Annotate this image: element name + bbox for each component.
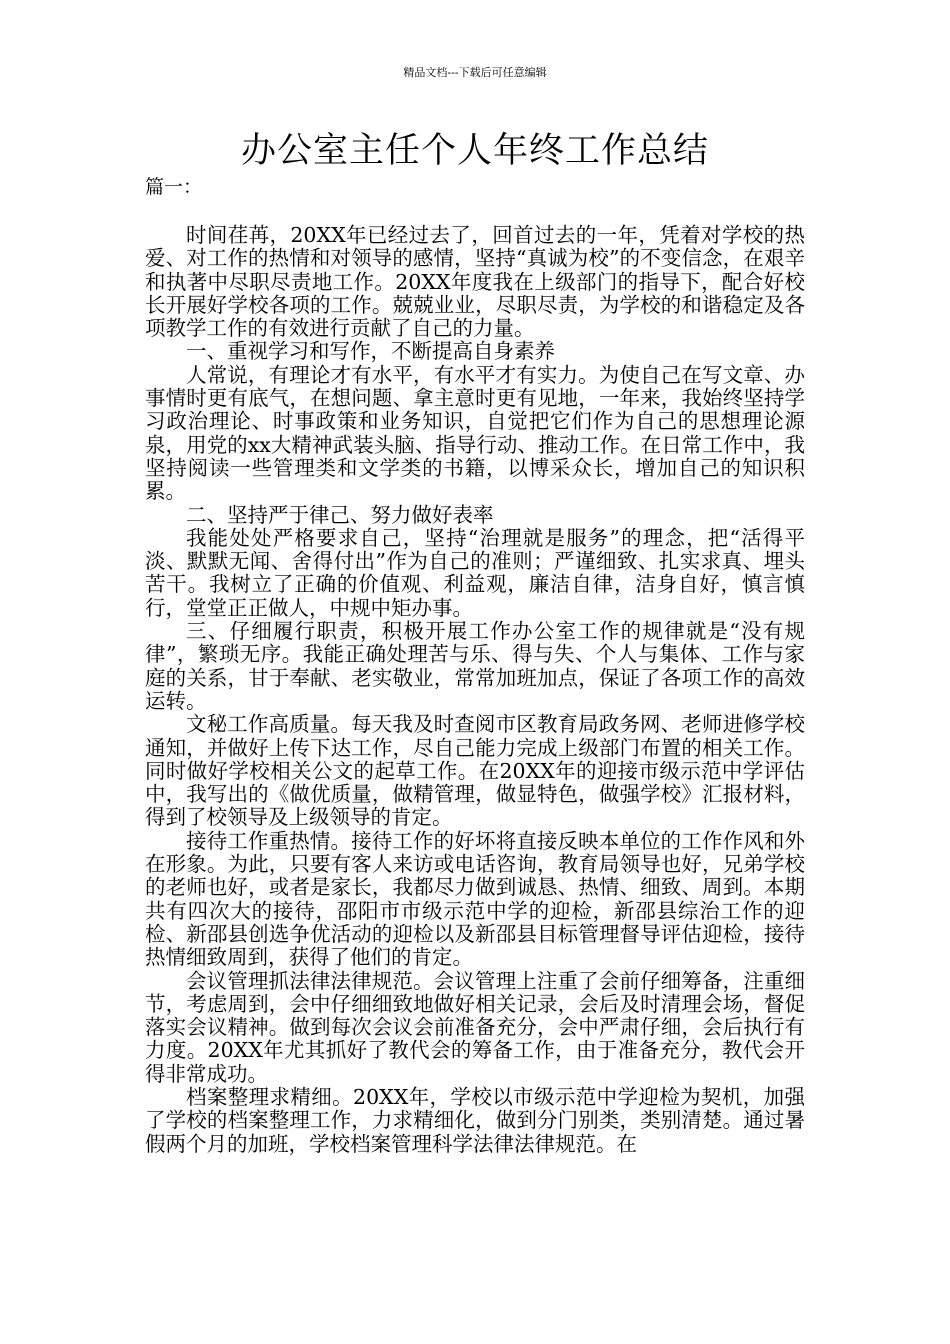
- paragraph-duties: 三、仔细履行职责，积极开展工作办公室工作的规律就是“没有规律”，繁琐无序。我能正确处理苦与乐、得与失、个人与集体、工作与家庭的关系，甘于奉献、老实敬业，常常加班加点，保证了各项工作的高效运转。: [145, 619, 805, 713]
- document-title: 办公室主任个人年终工作总结: [240, 131, 709, 171]
- section-label: 篇一：: [145, 176, 203, 198]
- paragraph-archives: 档案整理求精细。20XX年，学校以市级示范中学迎检为契机，加强了学校的档案整理工作，力求精细化，做到分门别类，类别清楚。通过暑假两个月的加班，学校档案管理科学法律法律规范。在: [145, 1084, 805, 1156]
- paragraph-discipline: 我能处处严格要求自己，坚持“治理就是服务”的理念，把“活得平淡、默默无闻、舍得付出”作为自己的准则；严谨细致、扎实求真、埋头苦干。我树立了正确的价值观、利益观，廉洁自律，洁身自好，慎言慎行，堂堂正正做人，中规中矩办事。: [145, 525, 805, 620]
- paragraph-intro: 时间荏苒，20XX年已经过去了，回首过去的一年，凭着对学校的热爱、对工作的热情和对领导的感情，坚持“真诚为校”的不变信念，在艰辛和执著中尽职尽责地工作。20XX年度我在上级部门的指导下，配合好校长开展好学校各项的工作。兢兢业业，尽职尽责，为学校的和谐稳定及各项教学工作的有效进行贡献了自己的力量。: [145, 223, 805, 341]
- heading-study: 一、重视学习和写作，不断提高自身素养: [186, 339, 555, 364]
- header-note: 精品文档---下载后可任意编辑: [403, 66, 547, 79]
- paragraph-study: 人常说，有理论才有水平，有水平才有实力。为使自己在写文章、办事情时更有底气，在想问题、拿主意时更有见地，一年来，我始终坚持学习政治理论、时事政策和业务知识，自觉把它们作为自己的思想理论源泉，用党的xx大精神武装头脑、指导行动、推动工作。在日常工作中，我坚持阅读一些管理类和文学类的书籍，以博采众长，增加自己的知识积累。: [145, 362, 805, 504]
- paragraph-secretarial: 文秘工作高质量。每天我及时查阅市区教育局政务网、老师进修学校通知，并做好上传下达工作，尽自己能力完成上级部门布置的相关工作。同时做好学校相关公文的起草工作。在20XX年的迎接市级示范中学评估中，我写出的《做优质量，做精管理，做显特色，做强学校》汇报材料，得到了校领导及上级领导的肯定。: [145, 712, 805, 830]
- paragraph-meetings: 会议管理抓法律法律规范。会议管理上注重了会前仔细筹备，注重细节，考虑周到，会中仔细细致地做好相关记录，会后及时清理会场，督促落实会议精神。做到每次会议会前准备充分，会中严肃仔细，会后执行有力度。20XX年尤其抓好了教代会的筹备工作，由于准备充分，教代会开得非常成功。: [145, 968, 805, 1086]
- paragraph-reception: 接待工作重热情。接待工作的好坏将直接反映本单位的工作作风和外在形象。为此，只要有客人来访或电话咨询，教育局领导也好，兄弟学校的老师也好，或者是家长，我都尽力做到诚恳、热情、细致、周到。本期共有四次大的接待，邵阳市市级示范中学的迎检，新邵县综治工作的迎检、新邵县创选争优活动的迎检以及新邵县目标管理督导评估迎检，接待热情细致周到，获得了他们的肯定。: [145, 828, 805, 970]
- heading-discipline: 二、坚持严于律己、努力做好表率: [186, 502, 494, 527]
- document-body: [145, 224, 805, 1156]
